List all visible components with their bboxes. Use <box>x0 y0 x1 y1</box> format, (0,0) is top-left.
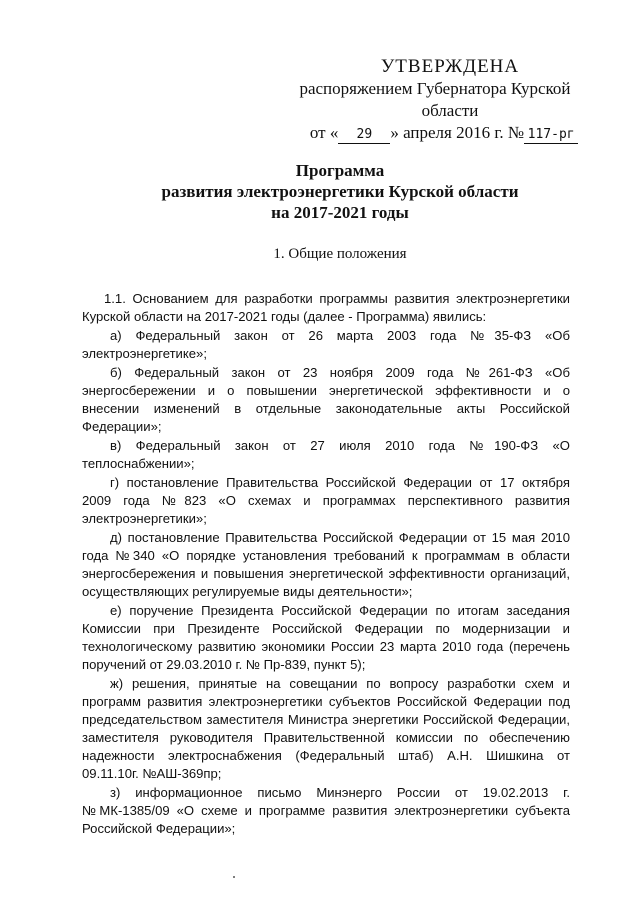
paragraph-zh: ж) решения, принятые на совещании по вопросу разработки схем и программ развития электроэнергетики субъектов Российской Федерации под председательством заместителя Министра энергетики Российской Федерации, заместителя руководителя Правительственной комиссии по обеспечению надежности электроснабжения (Федеральный штаб) А.Н. Шишкина от 09.11.10г. №АШ-369пр; <box>82 676 570 781</box>
body-text <box>82 290 570 839</box>
document-number-field: 117-рг <box>524 127 578 144</box>
paragraph-b: б) Федеральный закон от 23 ноября 2009 года №261-ФЗ «Об энергосбережении и о повышении энергетической эффективности и о внесении изменений в отдельные законодательные акты Российской Федерации»; <box>82 365 570 434</box>
date-day-field: 29 <box>338 127 390 144</box>
paragraph-g: г) постановление Правительства Российской Федерации от 17 октября 2009 года №823 «О схемах и программах перспективного развития электроэнергетики»; <box>82 475 570 526</box>
title-line-2: развития электроэнергетики Курской области <box>161 182 519 201</box>
approval-decree-line: распоряжением Губернатора Курской <box>299 79 571 98</box>
program-title <box>60 160 620 223</box>
paragraph-e: е) поручение Президента Российской Федерации по итогам заседания Комиссии при Президенте Российской Федерации по модернизации и технологическому развитию экономики России 23 марта 2010 года (перечень поручений от 29.03.2010 г. № Пр-839, пункт 5); <box>82 603 570 672</box>
scan-speck <box>233 876 235 878</box>
paragraph-d: д) постановление Правительства Российской Федерации от 15 мая 2010 года №340 «О порядке установления требований к программам в области энергосбережения и повышения энергетической эффективности организаций, осуществляющих регулируемые виды деятельности»; <box>82 530 570 599</box>
paragraph-z: з) информационное письмо Минэнерго России от 19.02.2013 г. №МК-1385/09 «О схеме и программе развития электроэнергетики субъекта Российской Федерации»; <box>82 785 570 836</box>
date-middle: » апреля 2016 г. № <box>390 123 525 142</box>
paragraph-1-1: 1.1. Основанием для разработки программы развития электроэнергетики Курской области на 2017-2021 годы (далее - Программа) явились: <box>82 291 570 324</box>
date-prefix: от « <box>309 123 339 142</box>
paragraph-a: а) Федеральный закон от 26 марта 2003 года №35-ФЗ «Об электроэнергетике»; <box>82 328 570 361</box>
title-line-3: на 2017-2021 годы <box>271 203 409 222</box>
approval-region-line: области <box>421 101 479 120</box>
paragraph-v: в) Федеральный закон от 27 июля 2010 года №190-ФЗ «О теплоснабжении»; <box>82 438 570 471</box>
approval-stamp <box>270 56 600 144</box>
title-line-1: Программа <box>295 161 385 180</box>
approval-heading: УТВЕРЖДЕНА <box>380 56 520 77</box>
section-heading: 1. Общие положения <box>273 246 407 262</box>
approval-date-line <box>270 122 600 144</box>
